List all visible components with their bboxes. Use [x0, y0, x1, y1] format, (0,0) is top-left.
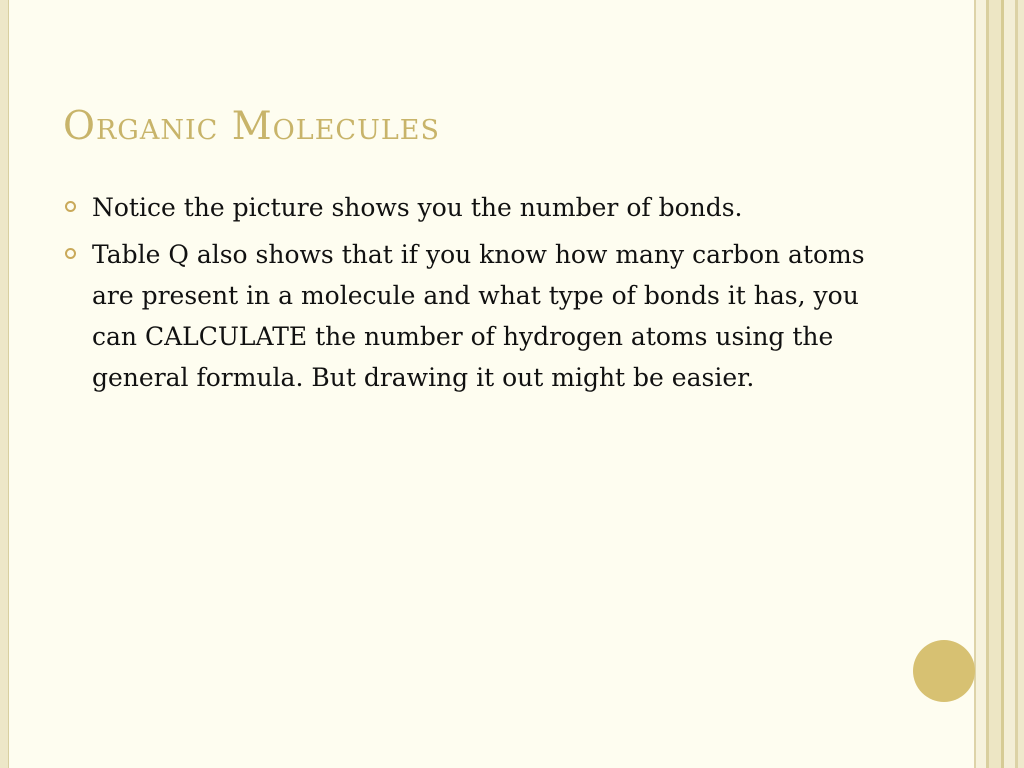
bullet-text: Notice the picture shows you the number of bonds.	[92, 193, 743, 222]
bullet-ring-icon	[65, 248, 76, 259]
bullet-ring-icon	[65, 201, 76, 212]
left-border-decoration	[0, 0, 9, 768]
stripe	[1004, 0, 1015, 768]
bullet-text: Table Q also shows that if you know how many carbon atoms are present in a molecule and what type of bonds it has, you can CALCULATE the number of hydrogen atoms using the general formula. But drawing it out might be easier.	[92, 240, 865, 392]
right-stripe-decoration	[974, 0, 1024, 768]
slide-title: Organic Molecules	[63, 104, 440, 149]
bullet-item	[62, 234, 882, 398]
stripe	[976, 0, 986, 768]
bullet-list	[62, 187, 882, 404]
decorative-gold-circle	[913, 640, 975, 702]
stripe	[1018, 0, 1024, 768]
bullet-item	[62, 187, 882, 228]
stripe	[989, 0, 1001, 768]
